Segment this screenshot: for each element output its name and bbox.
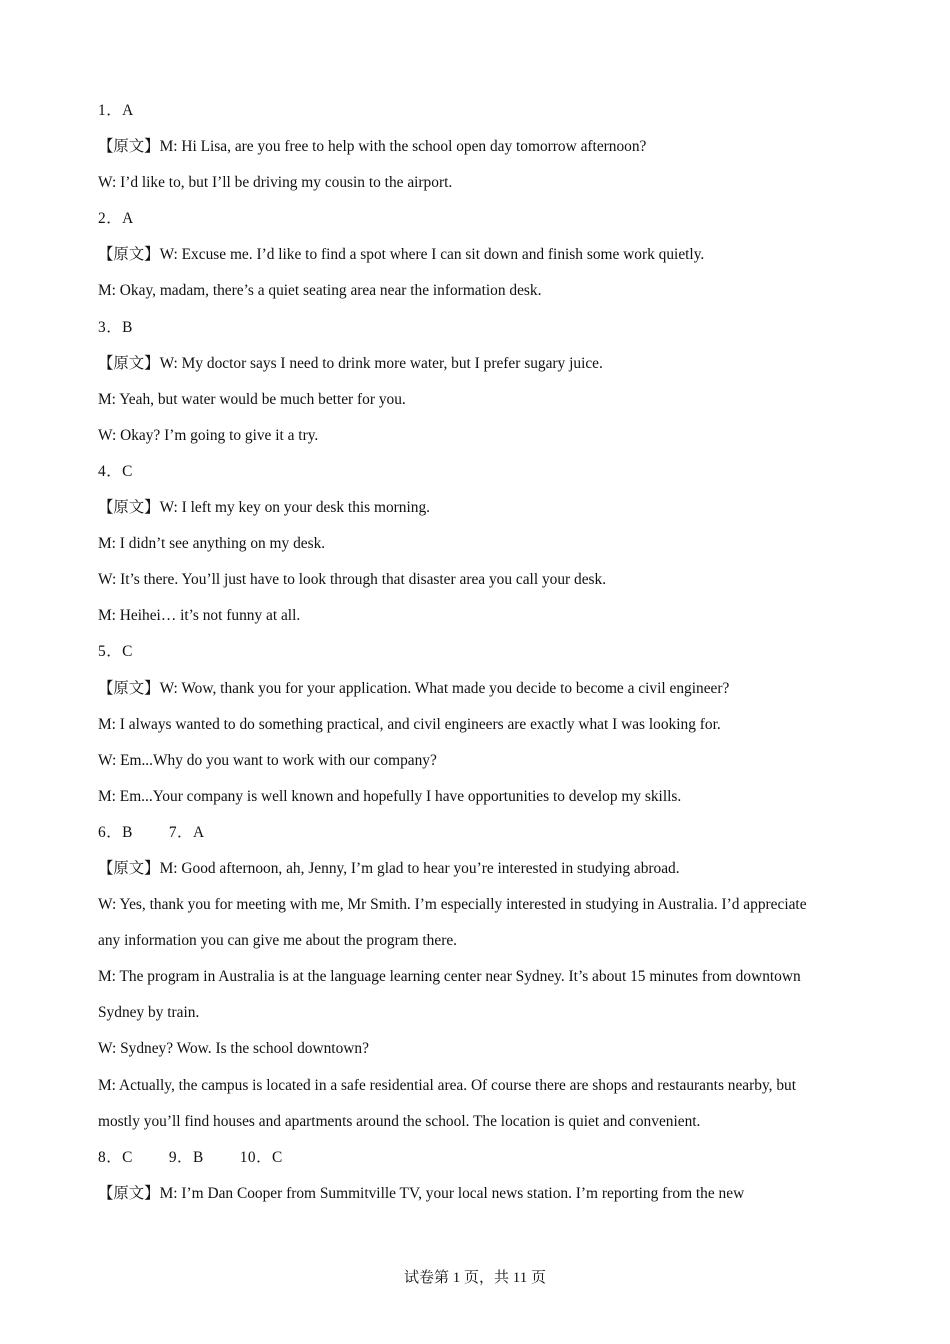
transcript-line: [98, 1073, 858, 1109]
answer-item: 7．A: [168, 823, 205, 841]
transcript-text: Sydney by train.: [98, 1004, 200, 1022]
transcript-tag: 【原文】: [98, 138, 160, 156]
transcript-text: W: It’s there. You’ll just have to look through that disaster area you call your desk.: [98, 571, 607, 589]
transcript-line: [98, 964, 858, 1000]
answer-key-content: [98, 98, 858, 1217]
transcript-text: M: Hi Lisa, are you free to help with the school open day tomorrow afternoon?: [159, 138, 647, 156]
transcript-start-line: [98, 134, 858, 170]
answer-item: 6．B: [98, 823, 133, 841]
answer-item: 4．C: [98, 462, 133, 480]
answer-line: [98, 459, 858, 495]
transcript-line: [98, 387, 858, 423]
transcript-line: [98, 1109, 858, 1145]
transcript-tag: 【原文】: [98, 246, 160, 264]
transcript-line: [98, 1000, 858, 1036]
answer-item: 9．B: [168, 1148, 204, 1166]
transcript-text: M: Yeah, but water would be much better for you.: [98, 390, 406, 408]
transcript-text: W: Wow, thank you for your application. What made you decide to become a civil engineer?: [159, 679, 730, 697]
transcript-line: [98, 567, 858, 603]
transcript-line: [98, 531, 858, 567]
transcript-text: W: My doctor says I need to drink more water, but I prefer sugary juice.: [159, 354, 603, 372]
answer-item: 5．C: [98, 643, 133, 661]
answer-line: [98, 315, 858, 351]
transcript-text: M: Heihei… it’s not funny at all.: [98, 607, 301, 625]
transcript-line: [98, 603, 858, 639]
transcript-tag: 【原文】: [98, 499, 160, 517]
transcript-text: M: I always wanted to do something practical, and civil engineers are exactly what I was looking for.: [98, 715, 721, 733]
transcript-text: any information you can give me about the program there.: [98, 932, 457, 950]
transcript-start-line: [98, 856, 858, 892]
answer-line: [98, 206, 858, 242]
transcript-text: W: Okay? I’m going to give it a try.: [98, 426, 319, 444]
transcript-line: [98, 784, 858, 820]
transcript-text: W: Excuse me. I’d like to find a spot where I can sit down and finish some work quietly.: [159, 246, 705, 264]
transcript-line: [98, 748, 858, 784]
answer-line: [98, 820, 858, 856]
answer-item: 1．A: [98, 102, 134, 119]
transcript-text: W: I left my key on your desk this morning.: [159, 499, 431, 517]
transcript-text: M: Okay, madam, there’s a quiet seating area near the information desk.: [98, 282, 542, 300]
answer-item: 8．C: [98, 1148, 133, 1166]
transcript-line: [98, 712, 858, 748]
transcript-line: [98, 423, 858, 459]
transcript-line: [98, 892, 858, 928]
transcript-line: [98, 928, 858, 964]
answer-item: 10．C: [239, 1148, 283, 1166]
transcript-start-line: [98, 351, 858, 387]
transcript-text: M: I didn’t see anything on my desk.: [98, 535, 326, 553]
transcript-text: M: I’m Dan Cooper from Summitville TV, your local news station. I’m reporting from the new: [159, 1184, 745, 1202]
transcript-start-line: [98, 242, 858, 278]
transcript-text: W: Yes, thank you for meeting with me, Mr Smith. I’m especially interested in studying in Australia. I’d appreciate: [98, 896, 807, 914]
transcript-tag: 【原文】: [98, 354, 160, 372]
transcript-text: M: Good afternoon, ah, Jenny, I’m glad to hear you’re interested in studying abroad.: [159, 859, 680, 877]
transcript-line: [98, 170, 858, 206]
answer-line: [98, 639, 858, 675]
transcript-text: M: Em...Your company is well known and hopefully I have opportunities to develop my skills.: [98, 787, 682, 805]
transcript-start-line: [98, 676, 858, 712]
transcript-start-line: [98, 495, 858, 531]
transcript-text: W: I’d like to, but I’ll be driving my cousin to the airport.: [98, 174, 453, 192]
transcript-text: mostly you’ll find houses and apartments around the school. The location is quiet and convenient.: [98, 1112, 701, 1130]
transcript-text: M: Actually, the campus is located in a safe residential area. Of course there are shops and restaurants nearby, but: [98, 1076, 797, 1094]
answer-item: 3．B: [98, 318, 133, 336]
answer-line: [98, 98, 858, 134]
transcript-start-line: [98, 1181, 858, 1217]
transcript-line: [98, 1036, 858, 1072]
answer-item: 2．A: [98, 210, 134, 228]
transcript-line: [98, 278, 858, 314]
answer-line: [98, 1145, 858, 1181]
transcript-text: M: The program in Australia is at the language learning center near Sydney. It’s about 15 minutes from downtown: [98, 968, 801, 986]
transcript-tag: 【原文】: [98, 859, 160, 877]
transcript-text: W: Sydney? Wow. Is the school downtown?: [98, 1040, 369, 1058]
page-footer: 试卷第 1 页，共 11 页: [404, 1270, 546, 1286]
transcript-tag: 【原文】: [98, 679, 160, 697]
transcript-tag: 【原文】: [98, 1184, 160, 1202]
transcript-text: W: Em...Why do you want to work with our company?: [98, 751, 437, 769]
